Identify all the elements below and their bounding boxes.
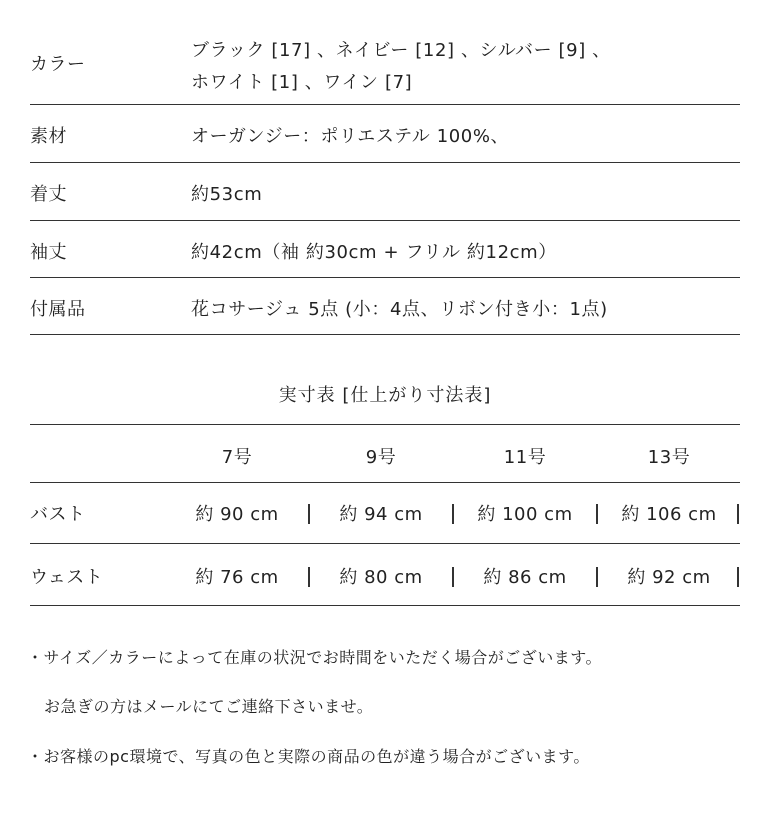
column-separator [737, 504, 739, 524]
spec-label-material: 素材 [30, 126, 67, 147]
waist-value-11: 約 86 cm [483, 567, 567, 588]
spec-label-color: カラー [30, 54, 86, 75]
waist-value-7: 約 76 cm [195, 567, 279, 588]
spec-label-accessory: 付属品 [30, 299, 86, 320]
waist-value-13: 約 92 cm [627, 567, 711, 588]
spec-value-accessory: 花コサージュ 5点 (小：4点、リボン付き小：1点) [191, 299, 608, 320]
size-header-11: 11号 [503, 447, 547, 468]
note-stock: ・サイズ／カラーによって在庫の状況でお時間をいただく場合がございます。 [27, 648, 602, 667]
size-header-13: 13号 [647, 447, 691, 468]
note-contact: お急ぎの方はメールにてご連絡下さいませ。 [44, 697, 374, 716]
spec-row-length [30, 163, 740, 221]
spec-table [30, 18, 740, 335]
size-header-row [30, 425, 740, 483]
bust-value-7: 約 90 cm [195, 504, 279, 525]
size-label-bust: バスト [30, 504, 86, 525]
color-line-2: ホワイト [1] 、ワイン [7] [191, 72, 413, 93]
spec-row-material [30, 105, 740, 163]
size-label-waist: ウェスト [30, 567, 104, 588]
note-color-difference: ・お客様のpc環境で、写真の色と実際の商品の色が違う場合がございます。 [27, 747, 590, 766]
spec-value-color [191, 35, 611, 99]
waist-value-9: 約 80 cm [339, 567, 423, 588]
bust-value-13: 約 106 cm [621, 504, 717, 525]
bust-value-9: 約 94 cm [339, 504, 423, 525]
size-header-7: 7号 [221, 447, 253, 468]
spec-label-sleeve: 袖丈 [30, 242, 67, 263]
size-header-9: 9号 [365, 447, 397, 468]
column-separator [737, 567, 739, 587]
spec-row-color [30, 18, 740, 105]
spec-row-sleeve [30, 221, 740, 278]
size-chart-table [30, 424, 740, 606]
color-line-1: ブラック [17] 、ネイビー [12] 、シルバー [9] 、 [191, 40, 611, 61]
spec-value-sleeve: 約42cm（袖 約30cm + フリル 約12cm） [191, 242, 557, 263]
spec-row-accessory [30, 278, 740, 335]
size-row-waist [30, 544, 740, 606]
size-row-bust [30, 483, 740, 544]
spec-value-length: 約53cm [191, 184, 263, 205]
spec-label-length: 着丈 [30, 184, 67, 205]
size-chart-title: 実寸表 [仕上がり寸法表] [278, 385, 492, 406]
spec-value-material: オーガンジー：ポリエステル 100%、 [191, 126, 510, 147]
bust-value-11: 約 100 cm [477, 504, 573, 525]
